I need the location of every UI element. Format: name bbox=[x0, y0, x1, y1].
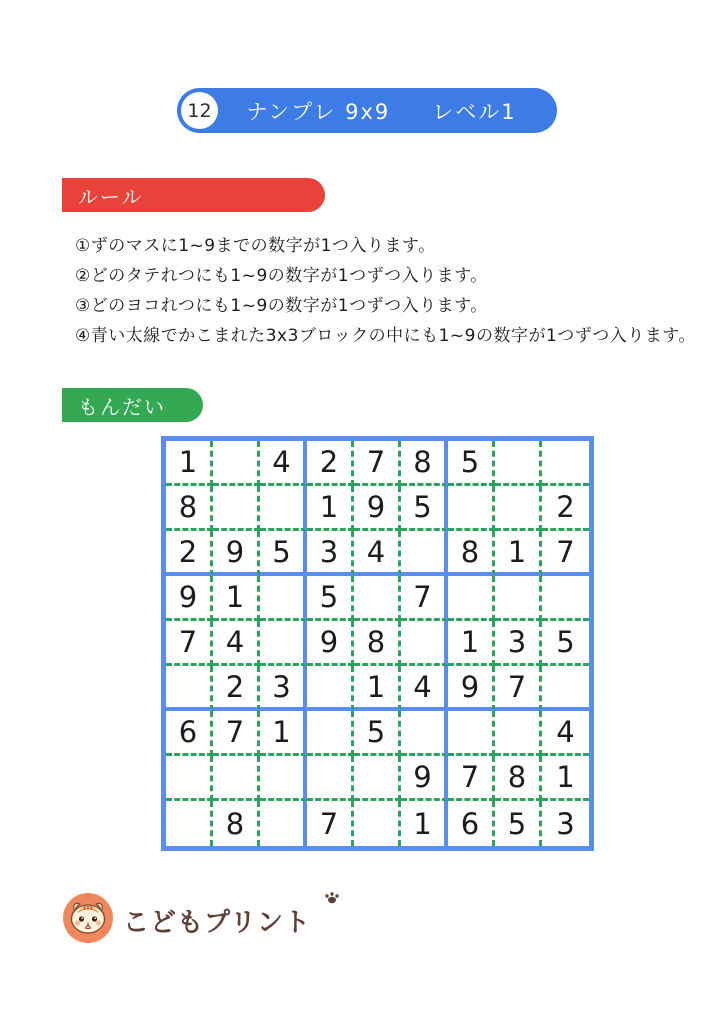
sudoku-cell bbox=[448, 576, 495, 621]
header-titles bbox=[218, 96, 557, 126]
sudoku-cell: 8 bbox=[401, 441, 448, 486]
sudoku-cell bbox=[213, 486, 260, 531]
rules-list bbox=[75, 231, 696, 351]
sudoku-cell: 1 bbox=[542, 756, 589, 801]
sudoku-cell: 9 bbox=[448, 666, 495, 711]
sudoku-cell bbox=[213, 756, 260, 801]
rules-section-label: ルール bbox=[62, 178, 325, 212]
sudoku-cell bbox=[260, 756, 307, 801]
rule-item-4: ④青い太線でかこまれた3x3ブロックの中にも1~9の数字が1つずつ入ります。 bbox=[75, 326, 696, 346]
sudoku-cell bbox=[354, 576, 401, 621]
sudoku-cell: 8 bbox=[448, 531, 495, 576]
sudoku-cell: 9 bbox=[401, 756, 448, 801]
sudoku-cell bbox=[307, 756, 354, 801]
sudoku-cell bbox=[307, 711, 354, 756]
sudoku-cell bbox=[166, 666, 213, 711]
sudoku-cell: 4 bbox=[213, 621, 260, 666]
sudoku-cell: 8 bbox=[166, 486, 213, 531]
sudoku-cell bbox=[354, 801, 401, 846]
rule-item-3: ③どのヨコれつにも1~9の数字が1つずつ入ります。 bbox=[75, 296, 488, 316]
sudoku-cell: 3 bbox=[495, 621, 542, 666]
sudoku-cell: 5 bbox=[448, 441, 495, 486]
sudoku-cell bbox=[260, 621, 307, 666]
sudoku-cell: 4 bbox=[542, 711, 589, 756]
sudoku-cell: 6 bbox=[166, 711, 213, 756]
sudoku-cell bbox=[448, 486, 495, 531]
logo-text: こどもプリント bbox=[123, 907, 311, 938]
sudoku-cell: 2 bbox=[542, 486, 589, 531]
sudoku-cell bbox=[260, 486, 307, 531]
sudoku-cell bbox=[448, 711, 495, 756]
sudoku-cell: 1 bbox=[166, 441, 213, 486]
rule-item-2: ②どのタテれつにも1~9の数字が1つずつ入ります。 bbox=[75, 266, 488, 286]
sudoku-cell bbox=[260, 576, 307, 621]
sudoku-cell bbox=[542, 666, 589, 711]
sudoku-cell bbox=[495, 486, 542, 531]
sudoku-cell: 9 bbox=[354, 486, 401, 531]
sudoku-cell: 4 bbox=[354, 531, 401, 576]
sudoku-cell: 7 bbox=[495, 666, 542, 711]
sudoku-cell bbox=[401, 711, 448, 756]
sudoku-cell: 3 bbox=[556, 806, 575, 841]
sudoku-cell: 1 bbox=[213, 576, 260, 621]
sudoku-cell: 7 bbox=[542, 531, 589, 576]
header-banner bbox=[177, 88, 557, 133]
sudoku-cell: 5 bbox=[354, 711, 401, 756]
sudoku-cell: 8 bbox=[213, 801, 260, 846]
sudoku-cell bbox=[542, 441, 589, 486]
sudoku-cell: 4 bbox=[401, 666, 448, 711]
sudoku-cell: 1 bbox=[260, 711, 307, 756]
sudoku-cell: 1 bbox=[495, 531, 542, 576]
sudoku-cell: 9 bbox=[166, 576, 213, 621]
sudoku-cell: 1 bbox=[307, 486, 354, 531]
sudoku-cell bbox=[166, 801, 213, 846]
sudoku-cell: 1 bbox=[354, 666, 401, 711]
sudoku-grid bbox=[161, 436, 594, 851]
sudoku-cell: 7 bbox=[213, 711, 260, 756]
sudoku-cell bbox=[542, 576, 589, 621]
sudoku-cell bbox=[495, 711, 542, 756]
sudoku-cell bbox=[401, 531, 448, 576]
problem-section-label: もんだい bbox=[62, 388, 203, 422]
sudoku-cell: 7 bbox=[166, 621, 213, 666]
sudoku-cell bbox=[166, 756, 213, 801]
sudoku-cell: 7 bbox=[448, 756, 495, 801]
paw-icon bbox=[324, 890, 340, 905]
sudoku-cell bbox=[307, 666, 354, 711]
sudoku-cell: 1 bbox=[401, 801, 448, 846]
sudoku-cell: 7 bbox=[354, 441, 401, 486]
cat-logo-icon bbox=[62, 892, 114, 944]
sudoku-cell: 2 bbox=[213, 666, 260, 711]
footer-logo bbox=[62, 892, 311, 944]
sudoku-cell: 5 bbox=[401, 486, 448, 531]
sudoku-cell: 4 bbox=[260, 441, 307, 486]
level-label: レベル1 bbox=[432, 99, 517, 124]
sudoku-cell: 7 bbox=[307, 801, 354, 846]
sudoku-cell: 5 bbox=[495, 801, 542, 846]
sudoku-cell: 3 bbox=[260, 666, 307, 711]
sudoku-cell: 2 bbox=[307, 441, 354, 486]
sudoku-cell bbox=[401, 621, 448, 666]
sudoku-cell bbox=[495, 576, 542, 621]
sudoku-cell: 2 bbox=[166, 531, 213, 576]
page-title: ナンプレ 9x9 bbox=[246, 99, 391, 124]
sudoku-cell: 3 bbox=[307, 531, 354, 576]
sudoku-cell: 5 bbox=[260, 531, 307, 576]
sudoku-cell: 9 bbox=[307, 621, 354, 666]
sudoku-cell bbox=[354, 756, 401, 801]
sudoku-cell: 5 bbox=[542, 621, 589, 666]
sudoku-cell: 6 bbox=[448, 801, 495, 846]
sudoku-cell: 1 bbox=[448, 621, 495, 666]
sudoku-cell: 8 bbox=[495, 756, 542, 801]
sudoku-cell: 7 bbox=[401, 576, 448, 621]
sudoku-cell: 8 bbox=[354, 621, 401, 666]
rule-item-1: ①ずのマスに1~9までの数字が1つ入ります。 bbox=[75, 236, 436, 256]
sudoku-cell bbox=[260, 801, 307, 846]
sudoku-cell: 5 bbox=[307, 576, 354, 621]
sudoku-cell bbox=[495, 441, 542, 486]
sudoku-cell bbox=[213, 441, 260, 486]
page-number-badge: 12 bbox=[181, 92, 218, 129]
sudoku-cell: 9 bbox=[213, 531, 260, 576]
